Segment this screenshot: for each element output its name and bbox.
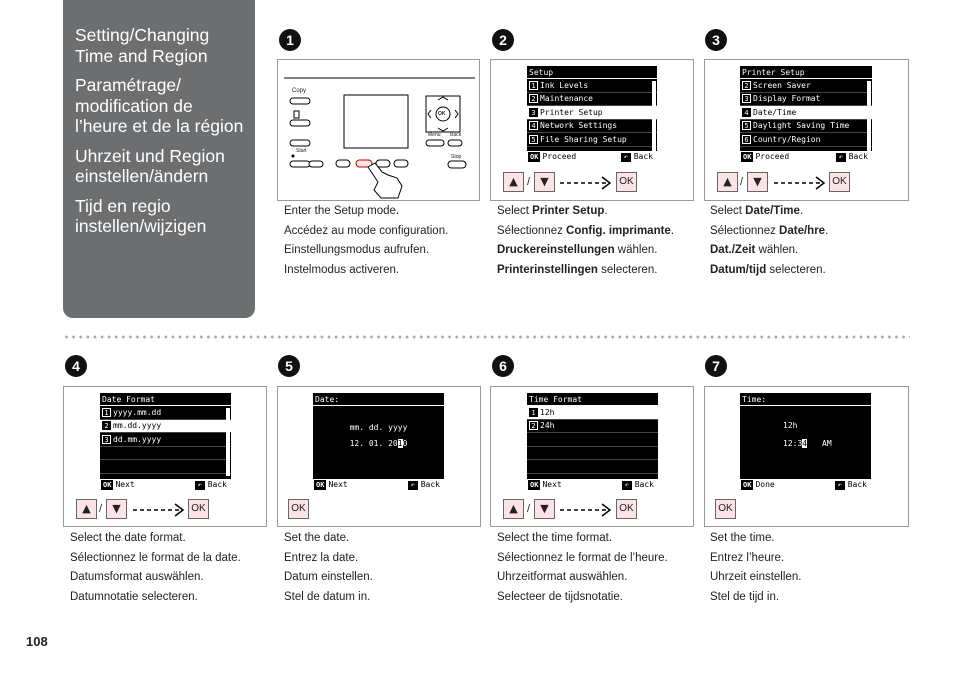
menu-item (740, 93, 872, 107)
slash: / (740, 176, 744, 188)
back-icon: ↶ (195, 481, 205, 490)
ok-label: OK (438, 111, 446, 117)
lcd-title: Time Format (527, 393, 658, 406)
ok-icon: OK (743, 153, 752, 161)
back-hint: ↶ Back (835, 479, 867, 491)
item-label: dd.mm.yyyy (113, 434, 162, 444)
title-nl: Tijd en regio instellen/wijzigen (75, 195, 207, 236)
up-key: ▲ (717, 172, 738, 192)
menu-item (527, 120, 657, 134)
start-label: Start (296, 148, 307, 154)
back-hint: ↶ Back (622, 479, 654, 491)
ok-key: OK (616, 172, 637, 192)
lcd-footer (527, 151, 657, 163)
ampm-value: AM (822, 439, 832, 448)
ok-key: OK (188, 499, 209, 519)
down-key: ▼ (747, 172, 768, 192)
lcd-title: Date: (313, 393, 444, 406)
title-panel (63, 0, 255, 318)
lcd-footer (740, 479, 871, 491)
menu-item (100, 420, 231, 434)
lcd-footer (740, 151, 872, 163)
title-de: Uhrzeit und Region einstellen/ändern (75, 145, 225, 186)
time-value: 12:34 (783, 439, 808, 448)
down-key: ▼ (534, 172, 555, 192)
item-label: File Sharing Setup (540, 134, 627, 144)
item-number: 2 (529, 94, 538, 103)
step-3-caption: Select Date/Time. Sélectionnez Date/hre. Dat./Zeit wählen. Datum/tijd selecteren. (710, 205, 829, 276)
item-label: 12h (540, 407, 555, 417)
lcd-screen (313, 393, 444, 491)
item-label: Country/Region (753, 134, 821, 144)
step-number: 3 (705, 29, 727, 51)
item-label: Ink Levels (540, 80, 589, 90)
ok-key: OK (288, 499, 309, 519)
back-icon: ↶ (621, 153, 631, 162)
scrollbar (867, 81, 871, 159)
menu-item (527, 79, 657, 93)
control-panel-drawing (278, 60, 481, 202)
title-fr: Paramétrage/ modification de l’heure et de la région (75, 75, 244, 136)
menu-list (527, 79, 657, 147)
menu-item (740, 120, 872, 134)
dashed-arrow-icon (773, 175, 827, 191)
date-value: 12. 01. 2010 (349, 439, 408, 448)
item-number: 1 (529, 408, 538, 417)
ok-key: OK (829, 172, 850, 192)
back-label: Back (450, 132, 462, 138)
step-number: 5 (278, 355, 300, 377)
item-number: 4 (742, 108, 751, 117)
step-number: 1 (279, 29, 301, 51)
proceed-label: Proceed (755, 152, 790, 161)
menu-item (100, 433, 231, 447)
back-icon: ↶ (622, 481, 632, 490)
down-key: ▼ (106, 499, 127, 519)
menu-item (740, 79, 872, 93)
ok-icon: OK (103, 481, 112, 489)
menu-label: Menu (428, 132, 441, 138)
item-number: 2 (102, 421, 111, 430)
dotted-divider (63, 335, 910, 339)
item-number: 6 (742, 135, 751, 144)
item-label: mm.dd.yyyy (113, 421, 162, 430)
empty-row (100, 447, 231, 461)
empty-row (527, 433, 658, 447)
cursor: 4 (802, 439, 808, 448)
step-number: 6 (492, 355, 514, 377)
lcd-footer (100, 479, 231, 491)
menu-list (527, 406, 658, 474)
step-number: 4 (65, 355, 87, 377)
item-number: 5 (529, 135, 538, 144)
step-2-caption: Select Printer Setup. Sélectionnez Config. imprimante. Druckereinstellungen wählen. Printerinstellingen selecteren. (497, 205, 675, 276)
down-key: ▼ (534, 499, 555, 519)
lcd-screen (100, 393, 231, 491)
item-label: 24h (540, 421, 555, 430)
lcd-title: Time: (740, 393, 871, 406)
lcd-title: Setup (527, 66, 657, 79)
date-format-text: mm. dd. yyyy (349, 423, 408, 432)
item-label: Printer Setup (540, 107, 603, 117)
empty-row (100, 460, 231, 474)
item-label: Screen Saver (753, 80, 811, 90)
up-key: ▲ (503, 172, 524, 192)
ok-key: OK (715, 499, 736, 519)
step-number: 2 (492, 29, 514, 51)
lcd-screen (740, 66, 872, 163)
lcd-screen (740, 393, 871, 491)
step-1-caption: Enter the Setup mode. Accédez au mode configuration. Einstellungsmodus aufrufen. Instelmodus activeren. (284, 205, 449, 276)
step-7-caption: Set the time. Entrez l’heure. Uhrzeit einstellen. Stel de tijd in. (710, 532, 802, 603)
step-number: 7 (705, 355, 727, 377)
menu-item (740, 106, 872, 120)
lcd-footer (313, 479, 444, 491)
slash: / (527, 503, 531, 515)
item-number: 1 (102, 408, 111, 417)
page-number: 108 (26, 634, 48, 649)
back-hint: ↶ Back (836, 151, 868, 163)
lcd-title: Printer Setup (740, 66, 872, 79)
item-number: 4 (529, 121, 538, 130)
up-key: ▲ (76, 499, 97, 519)
back-hint: ↶ Back (408, 479, 440, 491)
menu-item (100, 406, 231, 420)
item-label: Daylight Saving Time (753, 121, 850, 130)
up-key: ▲ (503, 499, 524, 519)
item-number: 3 (102, 435, 111, 444)
item-number: 2 (742, 81, 751, 90)
dashed-arrow-icon (132, 502, 186, 518)
scrollbar (652, 81, 656, 159)
slash: / (99, 503, 103, 515)
lcd-screen (527, 66, 657, 163)
menu-list (740, 79, 872, 147)
back-icon: ↶ (836, 153, 846, 162)
item-number: 3 (529, 108, 538, 117)
back-hint: ↶ Back (195, 479, 227, 491)
item-label: Network Settings (540, 121, 618, 130)
next-label: Next (115, 480, 135, 489)
item-number: 2 (529, 421, 538, 430)
step-1-illustration (277, 59, 480, 201)
step-4-caption: Select the date format. Sélectionnez le format de la date. Datumsformat auswählen. Datumnotatie selecteren. (70, 532, 241, 603)
cursor: 1 (397, 439, 403, 448)
item-label: Date/Time (753, 107, 797, 117)
step-5-caption: Set the date. Entrez la date. Datum einstellen. Stel de datum in. (284, 532, 373, 603)
menu-item (527, 406, 658, 420)
ok-icon: OK (316, 481, 325, 489)
lcd-title: Date Format (100, 393, 231, 406)
ok-icon: OK (743, 481, 752, 489)
menu-item (527, 420, 658, 434)
proceed-label: Proceed (542, 152, 577, 161)
item-label: yyyy.mm.dd (113, 407, 162, 417)
lcd-screen (527, 393, 658, 491)
item-label: Maintenance (540, 94, 593, 103)
title-en: Setting/Changing Time and Region (75, 25, 210, 66)
item-number: 3 (742, 94, 751, 103)
back-hint: ↶ Back (621, 151, 653, 163)
step-6-caption: Select the time format. Sélectionnez le format de l’heure. Uhrzeitformat auswählen. Selecteer de tijdsnotatie. (497, 532, 668, 603)
scrollbar (226, 408, 230, 476)
item-number: 5 (742, 121, 751, 130)
time-format-text: 12h (783, 421, 798, 430)
back-icon: ↶ (835, 481, 845, 490)
next-label: Next (328, 480, 348, 489)
done-label: Done (755, 480, 775, 489)
ok-key: OK (616, 499, 637, 519)
menu-item (527, 133, 657, 147)
menu-item (740, 133, 872, 147)
slash: / (527, 176, 531, 188)
empty-row (527, 460, 658, 474)
empty-row (527, 447, 658, 461)
item-number: 1 (529, 81, 538, 90)
menu-item (527, 106, 657, 120)
dashed-arrow-icon (559, 175, 613, 191)
next-label: Next (542, 480, 562, 489)
menu-item (527, 93, 657, 107)
lcd-footer (527, 479, 658, 491)
item-label: Display Format (753, 94, 821, 103)
ok-icon: OK (530, 153, 539, 161)
menu-list (100, 406, 231, 474)
ok-icon: OK (530, 481, 539, 489)
copy-label: Copy (292, 88, 307, 94)
stop-label: Stop (451, 154, 462, 160)
dashed-arrow-icon (559, 502, 613, 518)
back-icon: ↶ (408, 481, 418, 490)
